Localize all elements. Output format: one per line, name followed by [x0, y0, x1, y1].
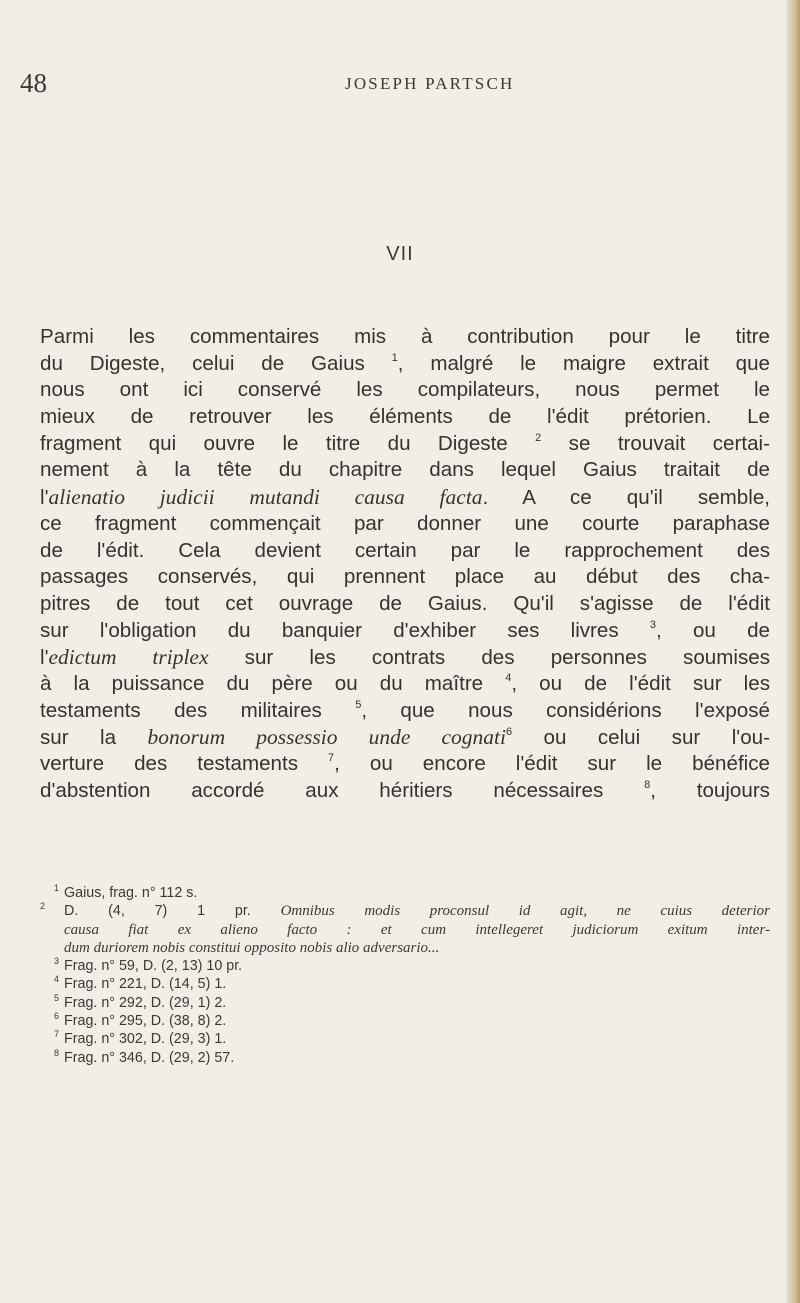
text-run: du Digeste, celui de Gaius [40, 351, 392, 375]
footnote-reference: 1 [391, 351, 398, 364]
text-run: fragment qui ouvre le titre du Digeste [40, 431, 536, 455]
paragraph-line [40, 511, 770, 538]
text-run: Frag. n° 292, D. (29, 1) 2. [64, 994, 227, 1011]
italic-text: causa fiat ex alieno facto : et cum intellegeret judiciorum exitum inter- [64, 921, 770, 938]
text-run: , ou encore l'édit sur le bénéfice [334, 752, 770, 775]
footnote-reference: 2 [535, 431, 542, 444]
text-run: de l'édit. Cela devient certain par le rapprochement des [40, 538, 770, 562]
italic-text: bonorum possessio unde cognati [147, 725, 506, 750]
italic-text: edictum triplex [48, 645, 209, 670]
footnote-reference: 7 [328, 752, 335, 764]
footnote: 6 Frag. n° 295, D. (38, 8) 2. [53, 1011, 227, 1030]
paragraph-line [40, 698, 770, 725]
paragraph-line [40, 457, 770, 484]
text-run: Parmi les commentaires mis à contribution pour le titre [40, 325, 770, 348]
footnotes [40, 884, 770, 1067]
text-run: d'abstention accordé aux héritiers nécessaires [40, 778, 645, 802]
paragraph-line [40, 351, 770, 378]
footnote: 2 D. (4, 7) 1 pr. Omnibus modis proconsul id agit, ne cuius deterior [40, 901, 770, 920]
body-text [40, 324, 770, 804]
footnote: 3 Frag. n° 59, D. (2, 13) 10 pr. [53, 956, 243, 975]
footnote [40, 921, 770, 939]
footnote: 1 Gaius, frag. n° 112 s. [53, 883, 198, 901]
text-run: sur les contrats des personnes soumises [208, 646, 770, 670]
footnote-reference: 3 [649, 618, 657, 631]
page-header [0, 68, 800, 108]
footnote: 7 Frag. n° 302, D. (29, 3) 1. [53, 1029, 227, 1048]
footnote-reference: 4 [505, 671, 512, 684]
text-run: verture des testaments [40, 752, 329, 775]
text-run: ou celui sur l'ou- [512, 726, 770, 750]
paragraph-line [40, 751, 770, 778]
paragraph-line [40, 724, 770, 751]
text-run: Frag. n° 295, D. (38, 8) 2. [64, 1013, 227, 1030]
text-run: D. (4, 7) 1 pr. [64, 903, 281, 920]
paragraph-line [40, 377, 770, 404]
paragraph-line [40, 671, 770, 698]
paragraph-line [40, 778, 770, 805]
text-run: testaments des militaires [40, 698, 356, 722]
page-number: 48 [20, 68, 47, 98]
text-run: passages conservés, qui prennent place au début des cha- [40, 565, 770, 589]
italic-text: dum duriorem nobis constitui opposito nobis alio adversario... [64, 939, 440, 956]
footnote [40, 939, 770, 957]
text-run: sur la [40, 726, 148, 750]
text-run: , ou de l'édit sur les [511, 671, 770, 695]
text-run: pitres de tout cet ouvrage de Gaius. Qu'il s'agisse de l'édit [40, 591, 770, 615]
italic-text: alienatio judicii mutandi causa facta [48, 485, 483, 510]
paragraph-line [40, 431, 770, 458]
text-run: , toujours [650, 778, 770, 802]
text-run: sur l'obligation du banquier d'exhiber ses livres [40, 618, 650, 642]
page-edge [786, 0, 800, 1303]
text-run: , que nous considérions l'exposé [361, 698, 770, 722]
footnote: 5 Frag. n° 292, D. (29, 1) 2. [53, 992, 227, 1011]
text-run: Frag. n° 346, D. (29, 2) 57. [64, 1049, 235, 1066]
footnote: 4 Frag. n° 221, D. (14, 5) 1. [53, 974, 227, 993]
text-run: Frag. n° 221, D. (14, 5) 1. [64, 976, 227, 993]
text-run: l' [40, 646, 49, 670]
text-run: à la puissance du père ou du maître [40, 671, 506, 695]
text-run: Frag. n° 302, D. (29, 3) 1. [64, 1031, 227, 1048]
text-run: nement à la tête du chapitre dans lequel Gaius traitait de [40, 458, 770, 482]
text-run: ce fragment commençait par donner une courte paraphase [40, 511, 770, 535]
paragraph-line [40, 404, 770, 431]
text-run: Frag. n° 59, D. (2, 13) 10 pr. [64, 958, 243, 975]
paragraph-line [40, 564, 770, 591]
text-run: Gaius, frag. n° 112 s. [64, 885, 198, 901]
text-run: nous ont ici conservé les compilateurs, nous permet le [40, 378, 770, 402]
paragraph-line [40, 591, 770, 618]
section-number: VII [386, 243, 414, 265]
paragraph-line [40, 484, 770, 511]
footnote-reference: 8 [644, 778, 651, 791]
footnote: 8 Frag. n° 346, D. (29, 2) 57. [53, 1047, 235, 1066]
italic-text: Omnibus modis proconsul id agit, ne cuius deterior [280, 903, 770, 920]
text-run: , ou de [656, 618, 770, 642]
paragraph-line [40, 618, 770, 645]
text-run: se trouvait certai- [541, 431, 770, 455]
text-run: . A ce qu'il semble, [482, 486, 770, 510]
text-run: , malgré le maigre extrait que [397, 351, 770, 375]
paragraph-line [40, 644, 770, 671]
paragraph-line [40, 538, 770, 565]
footnote-reference: 6 [505, 726, 513, 739]
text-run: mieux de retrouver les éléments de l'édit prétorien. Le [40, 405, 770, 429]
paragraph-line [40, 324, 770, 351]
footnote-reference: 5 [355, 698, 362, 711]
text-run: l' [40, 486, 49, 510]
running-head: JOSEPH PARTSCH [345, 74, 515, 93]
